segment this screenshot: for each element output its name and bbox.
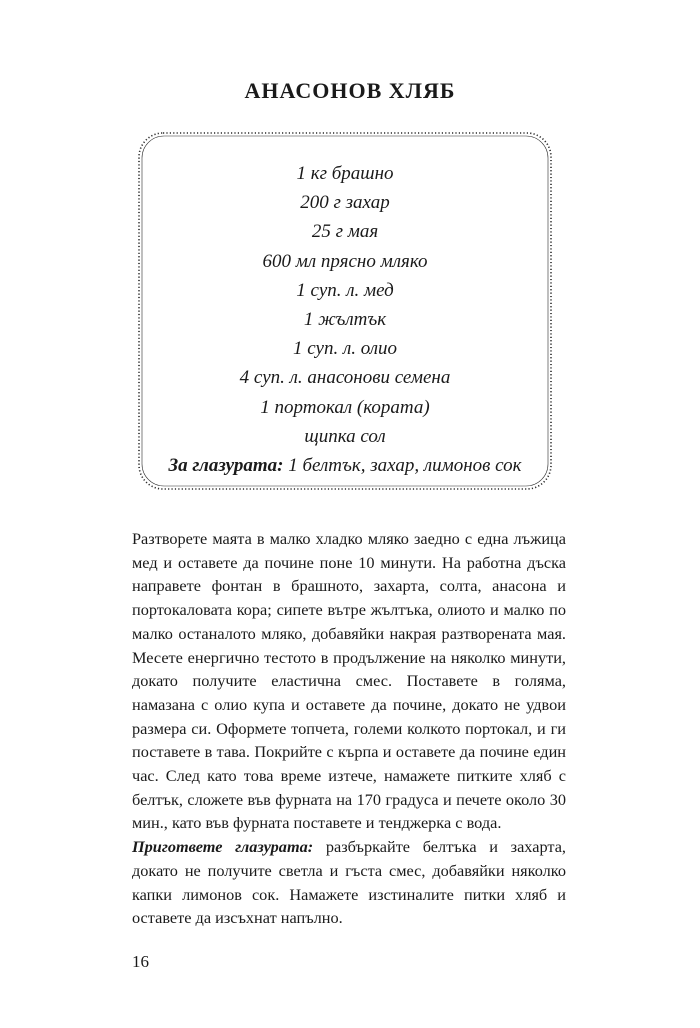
glaze-label: За глазурата: [168,455,284,477]
ingredients-list [137,159,553,480]
glaze-ingredients [137,451,553,480]
ingredient-item: 4 суп. л. анасонови семена [239,367,451,389]
glaze-text: 1 белтък, захар, лимонов сок [283,455,522,477]
preparation-text: разбъркайте белтъка и захарта, докато не получите светла и гъста смес, добавяйки няколко капки лимонов сок. Намажете изстиналите питки хляб и оставете да изсъхнат напълно. [132,837,566,928]
ingredient-item: 200 г захар [300,192,390,214]
ingredient-item: 1 суп. л. мед [296,279,394,301]
page-number: 16 [132,952,149,971]
recipe-title: АНАСОНОВ ХЛЯБ [244,78,456,103]
ingredient-item: 600 мл прясно мляко [262,250,428,272]
ingredient-item: 25 г мая [311,221,379,243]
instructions-block [132,527,566,930]
preparation-paragraph [132,835,566,930]
ingredient-item: щипка сол [304,425,386,447]
preparation-label: Пригответе глазурата: [132,837,314,857]
ingredient-item: 1 суп. л. олио [292,338,398,360]
ingredient-item: 1 портокал (кората) [260,396,430,418]
ingredient-item: 1 жълтък [303,309,387,331]
instructions-paragraph: Разтворете маята в малко хладко мляко заедно с една лъжица мед и оставете да почине поне 10 минути. На работна дъска направете фонтан в брашното, захарта, солта, анасона и портокаловата кора; сипете вътре жълтъка, олиото и малко по малко останалото мляко, добавяйки накрая разтворената мая. Месете енергично тестото в продължение на няколко минути, докато получите еластична смес. Поставете в голяма, намазана с олио купа и оставете да почине, докато не удвои размера си. Оформете топчета, големи колкото портокал, и ги поставете в тава. Покрийте с кърпа и оставете да почине един час. След като това време изтече, намажете питките хляб с белтък, сложете във фурната на 170 градуса и печете около 30 мин., като във фурната поставете и тенджерка с вода. [132,529,566,833]
ingredient-item: 1 кг брашно [296,163,394,184]
